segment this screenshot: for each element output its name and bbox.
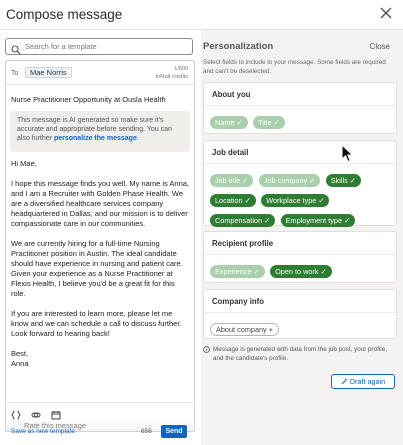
- template-search[interactable]: [5, 38, 193, 55]
- to-label: To: [11, 70, 19, 77]
- info-icon: [203, 346, 210, 353]
- section-divider: [204, 254, 396, 255]
- chip-name: Name ✓: [210, 116, 248, 129]
- chip-workplace-type[interactable]: Workplace type ✓: [261, 194, 329, 207]
- signoff: Best,: [11, 349, 29, 358]
- section-title: Job detail: [212, 148, 249, 157]
- character-count: 656: [141, 428, 152, 435]
- draft-again-label: Draft again: [349, 377, 386, 386]
- personalization-close-button[interactable]: Close: [369, 42, 390, 51]
- message-box: [5, 60, 195, 432]
- inmail-counter: [156, 65, 188, 81]
- mouse-cursor-icon: [341, 144, 355, 164]
- chip-group: [210, 261, 394, 281]
- chip-job-title: Job title ✓: [210, 174, 253, 187]
- section-title: Recipient profile: [212, 239, 274, 248]
- message-body[interactable]: [11, 159, 191, 369]
- personalize-link[interactable]: personalize the message: [53, 135, 137, 143]
- section-divider: [204, 163, 396, 164]
- body-paragraph: I hope this message finds you well. My name is Anna, and I am a Recruiter with Golden Phase Health. We are a diversified healthcare services company headquartered in Dallas, and our mission is to deliver compassionate care in our communities.: [11, 179, 190, 228]
- ai-notice: [10, 111, 190, 152]
- chip-employment-type[interactable]: Employment type ✓: [281, 214, 356, 227]
- recipient-chip[interactable]: Mae Norris: [25, 67, 72, 78]
- signature: Anna: [11, 359, 29, 368]
- dialog-header: [0, 0, 403, 30]
- chip-compensation[interactable]: Compensation ✓: [210, 214, 275, 227]
- section-job-detail: [203, 140, 397, 226]
- body-paragraph: We are currently hiring for a full-time Nursing Practitioner position in Austin. The ideal candidate should have experience in nursing and patient care. Given your experience as a Nurse Practitioner at Flexis Health, I believe you'd be a great fit for this role.: [11, 239, 183, 298]
- generated-note-text: Message is generated with data from the job post, your profile, and the candidate's profile.: [213, 346, 387, 362]
- rate-message-label: Rate this message: [24, 421, 87, 430]
- chip-group: [210, 170, 394, 230]
- send-button[interactable]: Send: [161, 425, 187, 438]
- chip-about-company[interactable]: About company +: [210, 323, 279, 336]
- chip-location[interactable]: Location ✓: [210, 194, 256, 207]
- inmail-count: 1/800: [174, 66, 188, 72]
- body-paragraph: If you are interested to learn more, please let me know and we can schedule a call to discuss further. Look forward to hearing back!: [11, 309, 182, 338]
- section-title: About you: [212, 90, 251, 99]
- chip-experience: Experience ✓: [210, 265, 265, 278]
- save-template-link[interactable]: Save as new template: [11, 428, 75, 435]
- chip-open-to-work[interactable]: Open to work ✓: [270, 265, 332, 278]
- ai-notice-period: .: [136, 135, 139, 143]
- personalization-title: Personalization: [203, 41, 274, 52]
- body-paragraph: Hi Mae,: [11, 159, 37, 168]
- search-icon: [11, 42, 21, 52]
- personalization-description: Select fields to include in your message. Some fields are required and can't be deselected.: [203, 59, 386, 75]
- compose-panel: [0, 30, 201, 445]
- link-icon[interactable]: [31, 407, 41, 417]
- personalization-panel: [201, 30, 403, 445]
- section-company-info: [203, 289, 397, 339]
- chip-title: Title ✓: [253, 116, 285, 129]
- close-icon[interactable]: [378, 5, 394, 21]
- section-divider: [204, 105, 396, 106]
- dialog-title: Compose message: [6, 7, 123, 22]
- chip-group: [210, 319, 394, 339]
- ai-notice-text: This message is AI generated so make sure it's accurate and appropriate before sending. You can also further: [17, 117, 172, 143]
- section-recipient-profile: [203, 231, 397, 283]
- chip-group: [210, 112, 394, 132]
- calendar-icon[interactable]: [51, 407, 61, 417]
- braces-icon[interactable]: [11, 407, 21, 417]
- draft-again-button[interactable]: [331, 374, 395, 389]
- recipient-row: [6, 61, 194, 85]
- magic-wand-icon: [341, 377, 350, 386]
- section-title: Company info: [212, 297, 264, 306]
- template-search-input[interactable]: [25, 40, 185, 53]
- compose-toolbar: [5, 402, 195, 442]
- chip-skills[interactable]: Skills ✓: [326, 174, 361, 187]
- chip-job-company: Job company ✓: [259, 174, 321, 187]
- section-divider: [204, 312, 396, 313]
- section-about-you: [203, 82, 397, 134]
- inmail-credits-label: InMail credits: [155, 74, 188, 80]
- subject-field[interactable]: Nurse Practitioner Opportunity at Ousla Health: [11, 95, 166, 104]
- generated-note: [203, 345, 397, 363]
